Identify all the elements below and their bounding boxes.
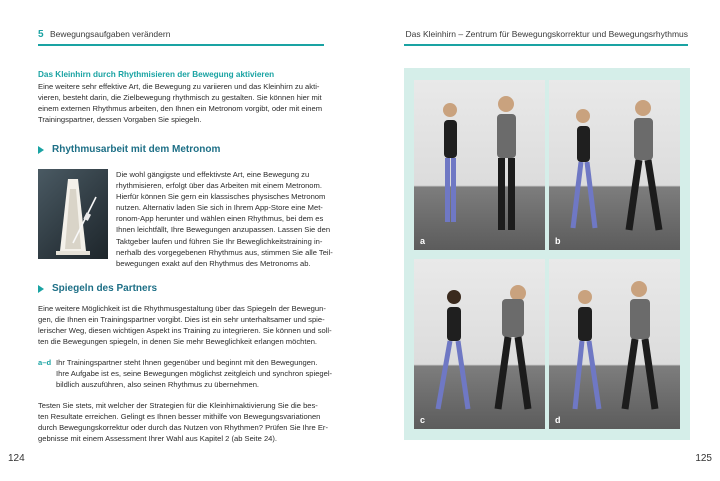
photo-label: d — [555, 415, 561, 425]
text-line: nutzen. Alternativ laden Sie sich in Ihrem App-Store eine Met- — [116, 203, 323, 213]
photo-d — [549, 259, 680, 429]
text-line: Ihr Trainingspartner steht Ihnen gegenüber und beginnt mit den Bewegungen. — [56, 358, 318, 367]
partner-heading-text: Spiegeln des Partners — [52, 283, 158, 294]
text-line: ten die Bewegungen spiegeln, in denen Sie mehr Beweglichkeit erlangen möchten. — [38, 337, 318, 347]
intro-paragraph — [38, 81, 322, 125]
steps-label: a–d — [38, 358, 52, 367]
instruction-paragraph — [56, 357, 332, 390]
metronome-heading — [38, 144, 220, 155]
text-line: rhythmisieren, erfolgt über das Arbeiten mit einem Metronom. — [116, 181, 322, 191]
photo-a — [414, 80, 545, 250]
text-line: Testen Sie stets, mit welcher der Strategien für die Kleinhirnaktivierung Sie die bes- — [38, 401, 318, 410]
text-line: nerhalb des vorgegebenen Rhythmus aus, stimmen Sie alle Teil- — [116, 247, 333, 257]
exercise-figures-illustration — [549, 259, 680, 429]
text-line: ronom-App herunter und wählen einen Rhythmus, bei dem es — [116, 214, 324, 224]
text-line: Hierfür können Sie gern ein klassisches physisches Metronom — [116, 192, 326, 202]
text-line: lerischer Weg, diesen wichtigen Aspekt ins Training zu integrieren. Sie können und soll- — [38, 326, 332, 336]
chapter-title: Bewegungsaufgaben verändern — [49, 29, 171, 39]
text-line: Eine weitere sehr effektive Art, die Bewegung zu variieren und das Kleinhirn zu akti- — [38, 82, 320, 91]
photo-label: a — [420, 236, 426, 246]
text-line: ten Resultate erreichen. Gelingt es Ihnen besser mithilfe von Bewegungsvariationen — [38, 412, 321, 422]
text-line: bewegungen exakt auf den Rhythmus des Metronoms ab. — [116, 258, 311, 268]
text-line: einem externen Rhythmus arbeiten, den Ihnen ein Metronom vorgibt, oder mit einem — [38, 104, 323, 114]
page-number-left: 124 — [8, 453, 25, 464]
running-header-left — [38, 29, 170, 40]
text-line: gen, die Ihnen ein Trainingspartner vorgibt. Dies ist ein sehr unterhaltsamer und spie- — [38, 315, 325, 325]
header-rule-left — [38, 44, 324, 46]
exercise-figures-illustration — [414, 80, 545, 250]
photo-panel — [404, 68, 690, 440]
photo-label: c — [420, 415, 426, 425]
exercise-figures-illustration — [549, 80, 680, 250]
metronome-photo — [38, 169, 108, 259]
text-line: vieren, besteht darin, die Zielbewegung rhythmisch zu gestalten. Sie können hier mit — [38, 93, 322, 103]
partner-paragraph — [38, 303, 332, 347]
metronome-icon — [38, 169, 108, 259]
metronome-heading-text: Rhythmusarbeit mit dem Metronom — [52, 144, 221, 155]
instruction-label — [38, 357, 51, 368]
photo-label: b — [555, 236, 561, 246]
metronome-paragraph — [116, 169, 333, 269]
intro-heading: Das Kleinhirn durch Rhythmisieren der Bewegung aktivieren — [38, 70, 275, 79]
header-rule-right — [404, 44, 688, 46]
photo-b — [549, 80, 680, 250]
chapter-number: 5 — [38, 29, 44, 40]
exercise-figures-illustration — [414, 259, 545, 429]
text-line: bildlich auszuführen, also seinen Rhythmus zu übernehmen. — [56, 380, 260, 390]
photo-c — [414, 259, 545, 429]
text-line: gebnisse mit einem Assessment Ihrer Wahl aus Kapitel 2 (ab Seite 24). — [38, 434, 278, 444]
closing-paragraph — [38, 400, 328, 444]
page-number-right: 125 — [695, 453, 712, 464]
text-line: Ihre Aufgabe ist es, seine Bewegungen möglichst zeitgleich und synchron spiegel- — [56, 369, 333, 379]
text-line: durch Bewegungskorrektur oder durch das Nutzen von Rhythmen? Prüfen Sie Ihre Er- — [38, 423, 328, 433]
text-line: Die wohl gängigste und effektivste Art, eine Bewegung zu — [116, 170, 310, 179]
running-header-right: Das Kleinhirn – Zentrum für Bewegungskorrektur und Bewegungsrhythmus — [405, 29, 688, 39]
text-line: Taktgeber laufen und führen Sie Ihr Beweglichkeitstraining in- — [116, 236, 323, 246]
triangle-bullet-icon — [38, 146, 44, 154]
partner-heading — [38, 283, 157, 294]
triangle-bullet-icon — [38, 285, 44, 293]
text-line: Eine weitere Möglichkeit ist die Rhythmusgestaltung über das Spiegeln der Bewegun- — [38, 304, 326, 313]
text-line: Trainingspartner, dessen Vorgaben Sie spiegeln. — [38, 115, 202, 125]
text-line: Ihnen leichtfällt, Ihre Bewegungen anzupassen. Lassen Sie den — [116, 225, 331, 235]
